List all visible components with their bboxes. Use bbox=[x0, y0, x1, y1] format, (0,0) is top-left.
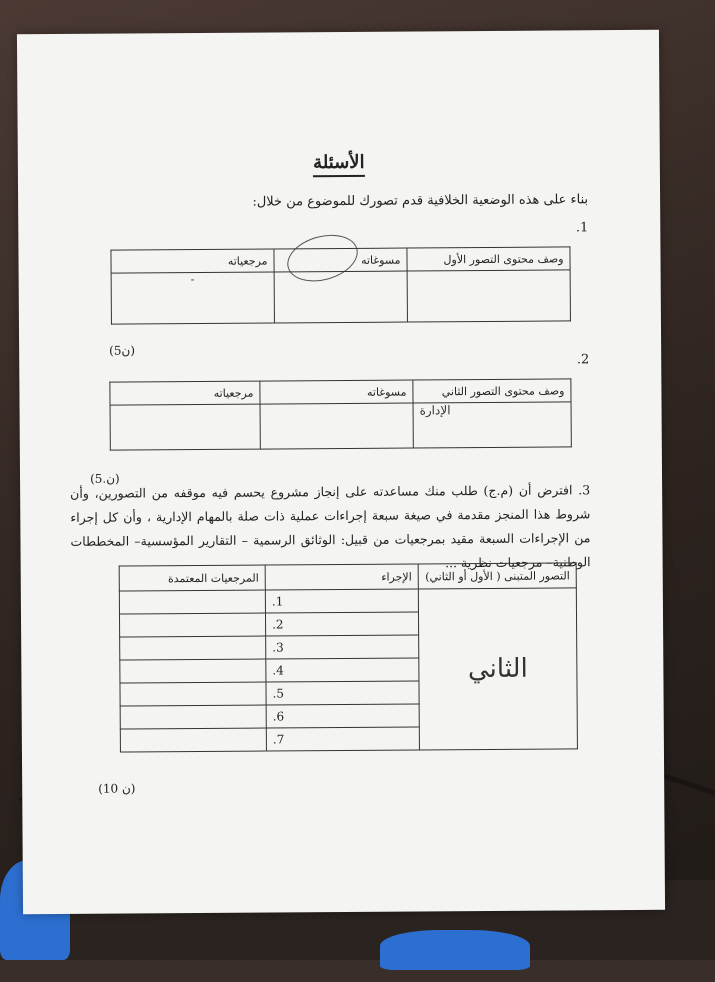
t3-header-action: الإجراء bbox=[265, 564, 418, 590]
question-1-number: 1. bbox=[575, 220, 589, 236]
question-2-points: (5.ن) bbox=[89, 471, 120, 486]
t3-row-action[interactable]: 7. bbox=[266, 727, 419, 751]
t3-row-action[interactable]: 2. bbox=[265, 612, 418, 636]
t3-row-action[interactable]: 4. bbox=[266, 658, 419, 682]
table-concept-1 bbox=[110, 246, 571, 324]
t3-header-concept: التصور المتبنى ( الأول أو الثاني) bbox=[418, 563, 576, 589]
t3-header-references: المرجعيات المعتمدة bbox=[119, 565, 265, 591]
t3-row-reference[interactable] bbox=[120, 682, 266, 706]
t3-row-action[interactable]: 3. bbox=[266, 635, 419, 659]
t3-row-action[interactable]: 1. bbox=[265, 589, 418, 613]
t1-header-references: مرجعياته bbox=[111, 249, 274, 273]
t1-header-justifications: مسوغاته bbox=[274, 248, 407, 272]
t3-row-action[interactable]: 6. bbox=[266, 704, 419, 728]
exam-sheet bbox=[17, 30, 665, 914]
question-1-points: (5ن) bbox=[109, 343, 136, 358]
t3-row-reference[interactable] bbox=[120, 728, 266, 752]
question-3-points: (10 ن) bbox=[98, 781, 136, 796]
table-action-plan bbox=[119, 562, 578, 752]
t3-cell-concept[interactable]: الثاني bbox=[418, 588, 577, 750]
t3-row-reference[interactable] bbox=[119, 613, 265, 637]
intro-text: بناء على هذه الوضعية الخلافية قدم تصورك للموضوع من خلال: bbox=[252, 192, 589, 210]
question-2-number: 2. bbox=[576, 352, 590, 368]
t3-row-action[interactable]: 5. bbox=[266, 681, 419, 705]
t2-cell-justifications[interactable] bbox=[260, 403, 413, 449]
t1-header-description: وصف محتوى التصور الأول bbox=[407, 247, 570, 271]
t1-cell-references[interactable]: - bbox=[111, 272, 274, 324]
t3-row-reference[interactable] bbox=[120, 659, 266, 683]
t3-row-reference[interactable] bbox=[120, 705, 266, 729]
table-concept-2 bbox=[109, 378, 571, 450]
t1-cell-justifications[interactable] bbox=[274, 271, 407, 323]
t3-row-reference[interactable] bbox=[119, 590, 265, 614]
glove-right bbox=[380, 930, 530, 970]
t2-header-references: مرجعياته bbox=[110, 381, 260, 405]
t2-header-description: وصف محتوى التصور الثاني bbox=[413, 379, 571, 403]
t2-cell-description[interactable]: الإدارة bbox=[413, 402, 571, 448]
page-title: الأسئلة bbox=[18, 150, 660, 175]
t3-row-reference[interactable] bbox=[120, 636, 266, 660]
t1-cell-description[interactable] bbox=[407, 270, 570, 322]
t2-header-justifications: مسوغاته bbox=[260, 380, 413, 404]
t2-cell-references[interactable] bbox=[110, 404, 260, 450]
question-3-text: 3. افترض أن (م.ج) طلب منك مساعدته على إنجاز مشروع يحسم فيه موقفه من التصورين، وأن شروط هذا المنجز مقدمة في صيغة سبعة إجراءات عملية ذات صلة بالمهام الإدارية ، وأن كل إجراء من الإجراءات السبعة مقيد بمرجعيات من قبيل: الوثائق الرسمية – التقارير المؤسسية– المخططات الوطنية– مرجعيات نظرية ... bbox=[70, 482, 591, 571]
